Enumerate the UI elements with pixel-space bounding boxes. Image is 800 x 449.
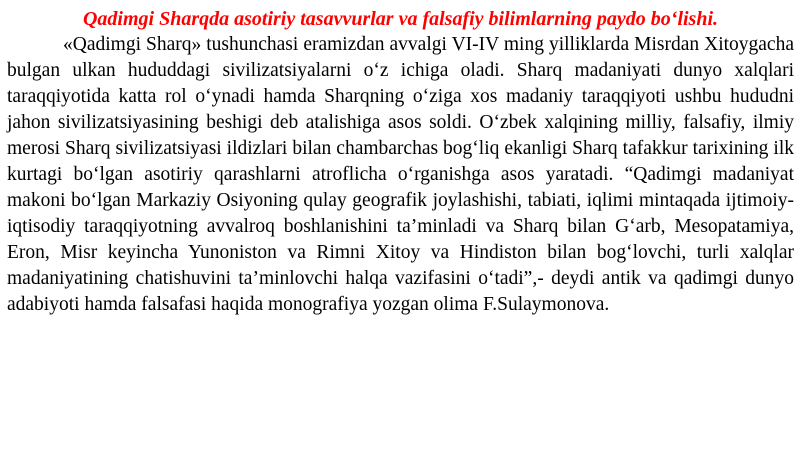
document-paragraph: «Qadimgi Sharq» tushunchasi eramizdan avvalgi VI-IV ming yilliklarda Misrdan Xitoygacha bulgan ulkan hududdagi sivilizatsiyalarni o‘z ichiga oladi. Sharq madaniyati dunyo xalqlari taraqqiyotida katta rol o‘ynadi hamda Sharqning o‘ziga xos madaniy taraqqiyoti ushbu hududni jahon sivilizatsiyasining beshigi deb atalishiga asos soldi. O‘zbek xalqining milliy, falsafiy, ilmiy merosi Sharq sivilizatsiyasi ildizlari bilan chambarchas bog‘liq ekanligi Sharq tafakkur tarixining ilk kurtagi bo‘lgan asotiriy qarashlarni atroflicha o‘rganishga asos yaratadi. “Qadimgi madaniyat makoni bo‘lgan Markaziy Osiyoning qulay geografik joylashishi, tabiati, iqlimi mintaqada ijtimoiy-iqtisodiy taraqqiyotning avvalroq boshlanishini ta’minladi va Sharq bilan G‘arb, Mesopatamiya, Eron, Misr keyincha Yunoniston va Rimni Xitoy va Hindiston bilan bog‘lovchi, turli xalqlar madaniyatining chatishuvini ta’minlovchi halqa vazifasini o‘tadi”,- deydi antik va qadimgi dunyo adabiyoti hamda falsafasi haqida monografiya yozgan olima F.Sulaymonova. (7, 34, 794, 315)
document-page (7, 6, 794, 318)
document-heading: Qadimgi Sharqda asotiriy tasavvurlar va falsafiy bilimlarning paydo bo‘lishi. (82, 8, 719, 30)
